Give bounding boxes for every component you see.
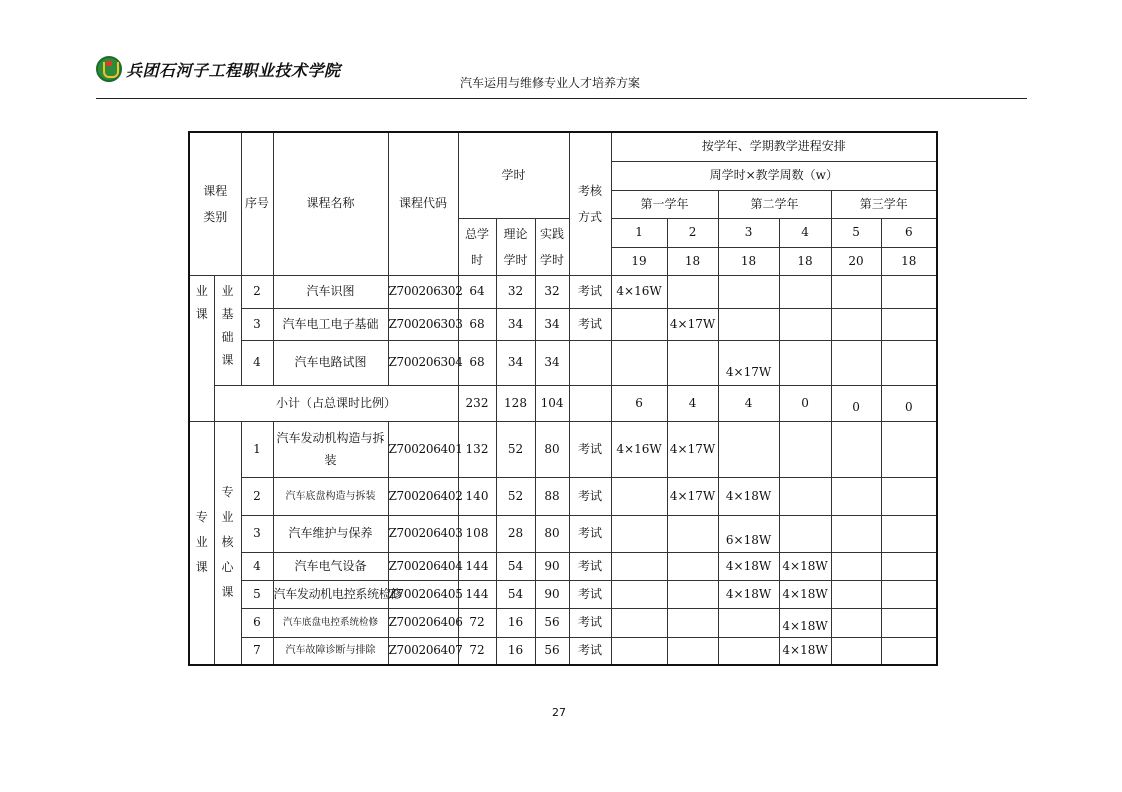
header-divider <box>96 98 1027 99</box>
table-cell-exam: 考试 <box>569 580 611 608</box>
table-cell-s1 <box>611 580 667 608</box>
table-cell-s5 <box>831 637 881 665</box>
table-cell-s4: 4×18W <box>779 608 831 637</box>
table-cell-s6 <box>881 275 937 308</box>
table-cell-practice: 56 <box>535 608 569 637</box>
table-cell-s3: 4×18W <box>718 580 779 608</box>
table-cell-s3: 4×18W <box>718 477 779 515</box>
weeks-4: 18 <box>779 247 831 275</box>
table-cell-name: 汽车发动机电控系统检修 <box>273 580 388 608</box>
table-cell-s1: 4×16W <box>611 275 667 308</box>
subtotal-s4: 0 <box>779 385 831 421</box>
table-cell-name: 汽车电路试图 <box>273 340 388 385</box>
header-course-code: 课程代码 <box>388 132 458 275</box>
table-cell-name: 汽车底盘构造与拆装 <box>273 477 388 515</box>
table-cell-code: Z700206302 <box>388 275 458 308</box>
table-cell-seq: 4 <box>241 552 273 580</box>
table-cell-s4 <box>779 515 831 552</box>
table-cell-seq: 4 <box>241 340 273 385</box>
table-cell-theory: 32 <box>496 275 535 308</box>
table-cell-total: 72 <box>458 637 496 665</box>
group1-outer-label: 业课 <box>189 275 214 421</box>
table-cell-seq: 3 <box>241 308 273 340</box>
curriculum-table <box>188 131 938 666</box>
subtotal-exam <box>569 385 611 421</box>
subtotal-theory: 128 <box>496 385 535 421</box>
table-cell-s3 <box>718 421 779 477</box>
table-cell-s1 <box>611 308 667 340</box>
semester-2: 2 <box>667 218 718 247</box>
table-cell-s5 <box>831 515 881 552</box>
table-cell-s5 <box>831 340 881 385</box>
table-cell-s2 <box>667 515 718 552</box>
header-year-1: 第一学年 <box>611 190 718 218</box>
subtotal-s5: 0 <box>831 385 881 421</box>
table-cell-total: 68 <box>458 308 496 340</box>
semester-4: 4 <box>779 218 831 247</box>
table-cell-s3 <box>718 608 779 637</box>
table-cell-name: 汽车维护与保养 <box>273 515 388 552</box>
table-cell-code: Z700206404 <box>388 552 458 580</box>
table-cell-s2 <box>667 580 718 608</box>
table-cell-name: 汽车底盘电控系统检修 <box>273 608 388 637</box>
table-cell-s6 <box>881 637 937 665</box>
weeks-2: 18 <box>667 247 718 275</box>
table-cell-s3 <box>718 308 779 340</box>
table-cell-seq: 1 <box>241 421 273 477</box>
table-cell-s3: 6×18W <box>718 515 779 552</box>
weeks-6: 18 <box>881 247 937 275</box>
table-cell-seq: 6 <box>241 608 273 637</box>
header-hours: 学时 <box>458 132 569 218</box>
table-cell-s1 <box>611 637 667 665</box>
table-cell-s4: 4×18W <box>779 580 831 608</box>
table-cell-theory: 28 <box>496 515 535 552</box>
table-cell-exam: 考试 <box>569 552 611 580</box>
table-cell-s3: 4×18W <box>718 552 779 580</box>
table-cell-s5 <box>831 421 881 477</box>
table-cell-theory: 52 <box>496 421 535 477</box>
table-cell-code: Z700206303 <box>388 308 458 340</box>
school-name: 兵团石河子工程职业技术学院 <box>126 60 341 80</box>
table-cell-total: 68 <box>458 340 496 385</box>
table-cell-name: 汽车发动机构造与拆装 <box>273 421 388 477</box>
header-course-name: 课程名称 <box>273 132 388 275</box>
table-cell-total: 108 <box>458 515 496 552</box>
table-cell-total: 144 <box>458 552 496 580</box>
table-cell-s6 <box>881 308 937 340</box>
header-year-2: 第二学年 <box>718 190 831 218</box>
table-cell-code: Z700206407 <box>388 637 458 665</box>
header-theory-hours: 理论学时 <box>496 218 535 275</box>
table-cell-practice: 80 <box>535 515 569 552</box>
subtotal-s1: 6 <box>611 385 667 421</box>
table-cell-name: 汽车电气设备 <box>273 552 388 580</box>
table-cell-seq: 2 <box>241 477 273 515</box>
table-cell-s5 <box>831 477 881 515</box>
header-seq: 序号 <box>241 132 273 275</box>
table-cell-s4 <box>779 340 831 385</box>
table-cell-theory: 34 <box>496 340 535 385</box>
table-cell-theory: 54 <box>496 552 535 580</box>
table-cell-name: 汽车电工电子基础 <box>273 308 388 340</box>
table-cell-s2 <box>667 275 718 308</box>
table-cell-s2 <box>667 637 718 665</box>
table-cell-name: 汽车识图 <box>273 275 388 308</box>
table-cell-s2 <box>667 608 718 637</box>
table-cell-exam: 考试 <box>569 608 611 637</box>
table-cell-s2 <box>667 552 718 580</box>
table-cell-practice: 80 <box>535 421 569 477</box>
table-cell-s3: 4×17W <box>718 340 779 385</box>
table-cell-seq: 5 <box>241 580 273 608</box>
semester-1: 1 <box>611 218 667 247</box>
table-cell-code: Z700206403 <box>388 515 458 552</box>
table-cell-s1: 4×16W <box>611 421 667 477</box>
table-cell-code: Z700206304 <box>388 340 458 385</box>
table-cell-s4 <box>779 421 831 477</box>
table-cell-theory: 54 <box>496 580 535 608</box>
table-cell-total: 64 <box>458 275 496 308</box>
table-cell-theory: 52 <box>496 477 535 515</box>
table-cell-s4 <box>779 275 831 308</box>
table-cell-s5 <box>831 580 881 608</box>
header-year-3: 第三学年 <box>831 190 937 218</box>
subtotal-s3: 4 <box>718 385 779 421</box>
table-cell-exam: 考试 <box>569 308 611 340</box>
table-cell-practice: 34 <box>535 308 569 340</box>
table-cell-total: 144 <box>458 580 496 608</box>
header-category: 课程类别 <box>189 132 241 275</box>
table-cell-s3 <box>718 637 779 665</box>
table-cell-seq: 7 <box>241 637 273 665</box>
table-cell-total: 132 <box>458 421 496 477</box>
table-cell-code: Z700206402 <box>388 477 458 515</box>
group2-outer-label: 专业课 <box>189 421 214 665</box>
semester-3: 3 <box>718 218 779 247</box>
table-cell-s6 <box>881 477 937 515</box>
table-cell-s1 <box>611 340 667 385</box>
table-cell-s5 <box>831 308 881 340</box>
table-cell-s2: 4×17W <box>667 421 718 477</box>
subtotal-label: 小计（占总课时比例） <box>214 385 458 421</box>
school-logo <box>96 56 341 82</box>
table-cell-s4 <box>779 477 831 515</box>
header-total-hours: 总学时 <box>458 218 496 275</box>
table-cell-s4 <box>779 308 831 340</box>
table-cell-s6 <box>881 608 937 637</box>
table-cell-exam: 考试 <box>569 275 611 308</box>
table-cell-s2: 4×17W <box>667 308 718 340</box>
header-exam: 考核方式 <box>569 132 611 275</box>
group1-inner-label: 业基础课 <box>214 275 241 385</box>
table-cell-exam <box>569 340 611 385</box>
group2-inner-label: 专业核心课 <box>214 421 241 665</box>
weeks-3: 18 <box>718 247 779 275</box>
table-cell-exam: 考试 <box>569 477 611 515</box>
semester-5: 5 <box>831 218 881 247</box>
table-cell-practice: 56 <box>535 637 569 665</box>
table-cell-s1 <box>611 608 667 637</box>
table-cell-theory: 34 <box>496 308 535 340</box>
header-weekly-hours: 周学时×教学周数（w） <box>611 161 937 190</box>
table-cell-s5 <box>831 275 881 308</box>
subtotal-s2: 4 <box>667 385 718 421</box>
table-cell-total: 140 <box>458 477 496 515</box>
table-cell-s1 <box>611 477 667 515</box>
table-cell-exam: 考试 <box>569 637 611 665</box>
table-cell-s6 <box>881 421 937 477</box>
table-cell-name: 汽车故障诊断与排除 <box>273 637 388 665</box>
weeks-5: 20 <box>831 247 881 275</box>
table-cell-practice: 88 <box>535 477 569 515</box>
table-cell-practice: 90 <box>535 580 569 608</box>
table-cell-s2: 4×17W <box>667 477 718 515</box>
table-cell-s2 <box>667 340 718 385</box>
table-cell-code: Z700206406 <box>388 608 458 637</box>
subtotal-s6: 0 <box>881 385 937 421</box>
table-cell-s6 <box>881 580 937 608</box>
page-number: 27 <box>552 706 566 719</box>
table-cell-s1 <box>611 515 667 552</box>
semester-6: 6 <box>881 218 937 247</box>
table-cell-exam: 考试 <box>569 421 611 477</box>
table-cell-theory: 16 <box>496 637 535 665</box>
table-cell-code: Z700206405 <box>388 580 458 608</box>
table-cell-code: Z700206401 <box>388 421 458 477</box>
document-title: 汽车运用与维修专业人才培养方案 <box>460 76 641 90</box>
subtotal-total: 232 <box>458 385 496 421</box>
table-cell-s6 <box>881 552 937 580</box>
table-cell-total: 72 <box>458 608 496 637</box>
header-schedule: 按学年、学期教学进程安排 <box>611 132 937 161</box>
table-cell-s6 <box>881 515 937 552</box>
table-cell-seq: 2 <box>241 275 273 308</box>
header-practice-hours: 实践学时 <box>535 218 569 275</box>
table-cell-s1 <box>611 552 667 580</box>
table-cell-s6 <box>881 340 937 385</box>
table-cell-theory: 16 <box>496 608 535 637</box>
school-emblem-icon <box>96 56 122 82</box>
table-cell-practice: 34 <box>535 340 569 385</box>
table-cell-seq: 3 <box>241 515 273 552</box>
table-cell-s5 <box>831 552 881 580</box>
table-cell-practice: 32 <box>535 275 569 308</box>
table-cell-s3 <box>718 275 779 308</box>
table-cell-exam: 考试 <box>569 515 611 552</box>
weeks-1: 19 <box>611 247 667 275</box>
table-cell-practice: 90 <box>535 552 569 580</box>
table-cell-s4: 4×18W <box>779 637 831 665</box>
table-cell-s5 <box>831 608 881 637</box>
subtotal-practice: 104 <box>535 385 569 421</box>
table-cell-s4: 4×18W <box>779 552 831 580</box>
